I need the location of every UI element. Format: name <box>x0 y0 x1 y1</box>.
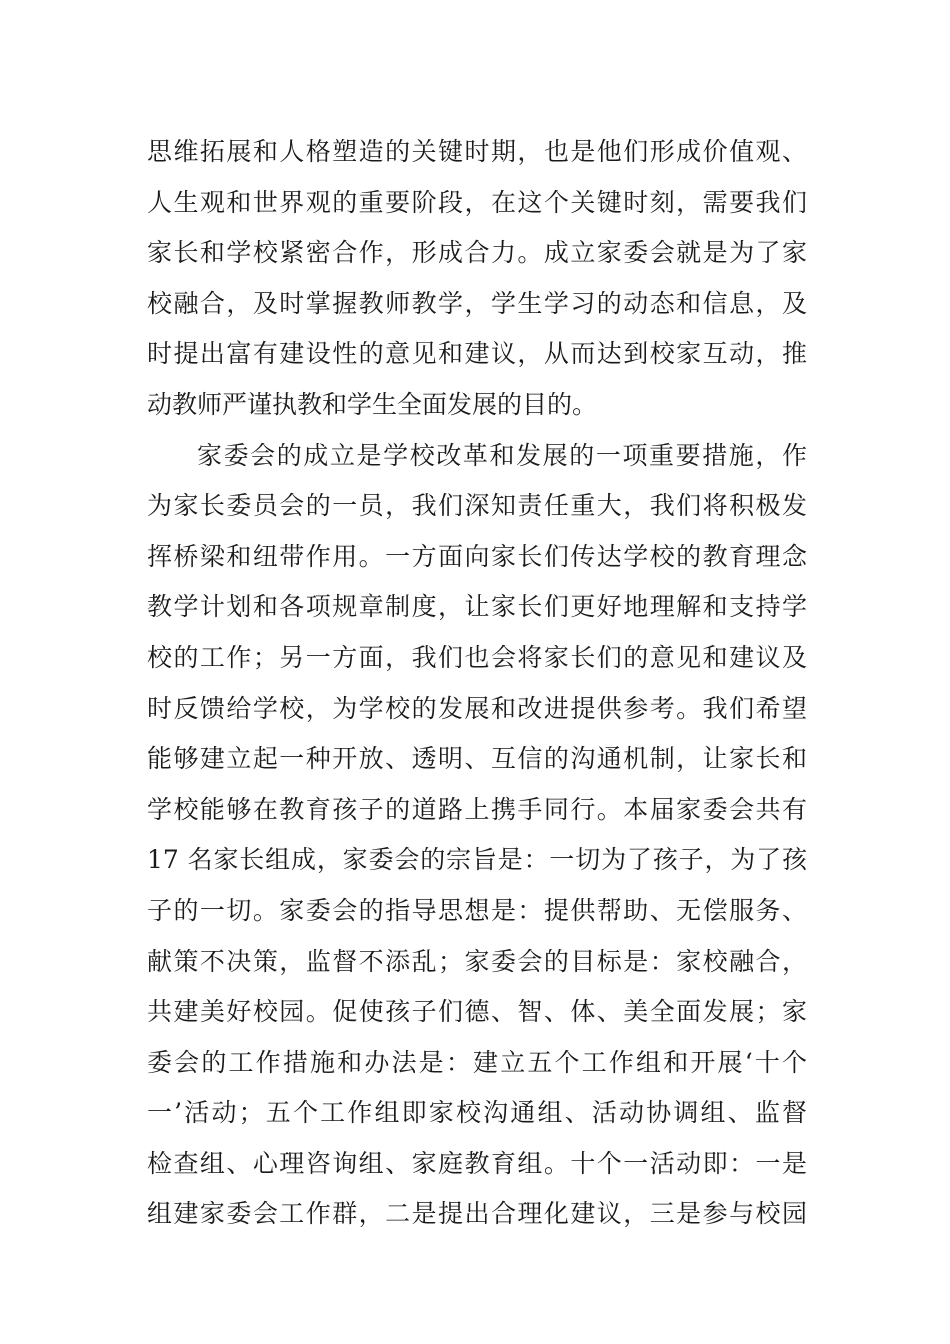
text-line: 家委会的成立是学校改革和发展的一项重要措施，作 <box>197 440 807 470</box>
paragraph-2 <box>147 431 807 1241</box>
text-line: 献策不决策，监督不添乱；家委会的目标是：家校融合， <box>147 946 807 976</box>
text-line: 教学计划和各项规章制度，让家长们更好地理解和支持学 <box>147 592 807 622</box>
body-text <box>147 127 807 1240</box>
text-line: 共建美好校园。促使孩子们德、智、体、美全面发展；家 <box>147 997 807 1027</box>
text-line: 一’活动；五个工作组即家校沟通组、活动协调组、监督 <box>147 1098 807 1128</box>
text-line: 人生观和世界观的重要阶段，在这个关键时刻，需要我们 <box>147 187 807 217</box>
text-line: 时提出富有建设性的意见和建议，从而达到校家互动，推 <box>147 339 807 369</box>
text-line: 挥桥梁和纽带作用。一方面向家长们传达学校的教育理念 <box>147 541 807 571</box>
text-line: 检查组、心理咨询组、家庭教育组。十个一活动即：一是 <box>147 1148 807 1178</box>
paragraph-1 <box>147 127 807 431</box>
text-line: 17 名家长组成，家委会的宗旨是：一切为了孩子，为了孩 <box>147 845 807 875</box>
text-line: 校的工作；另一方面，我们也会将家长们的意见和建议及 <box>147 642 807 672</box>
text-line: 动教师严谨执教和学生全面发展的目的。 <box>147 389 598 419</box>
text-line: 子的一切。家委会的指导思想是：提供帮助、无偿服务、 <box>147 895 807 925</box>
text-line: 校融合，及时掌握教师教学，学生学习的动态和信息，及 <box>147 288 807 318</box>
text-line: 为家长委员会的一员，我们深知责任重大，我们将积极发 <box>147 491 807 521</box>
text-line: 时反馈给学校，为学校的发展和改进提供参考。我们希望 <box>147 693 807 723</box>
text-line: 委会的工作措施和办法是：建立五个工作组和开展‘十个 <box>147 1047 807 1077</box>
text-line: 学校能够在教育孩子的道路上携手同行。本届家委会共有 <box>147 794 807 824</box>
text-line: 能够建立起一种开放、透明、互信的沟通机制，让家长和 <box>147 744 807 774</box>
text-line: 家长和学校紧密合作，形成合力。成立家委会就是为了家 <box>147 238 807 268</box>
text-line: 组建家委会工作群，二是提出合理化建议，三是参与校园 <box>147 1199 807 1229</box>
text-line: 思维拓展和人格塑造的关键时期，也是他们形成价值观、 <box>147 137 807 166</box>
